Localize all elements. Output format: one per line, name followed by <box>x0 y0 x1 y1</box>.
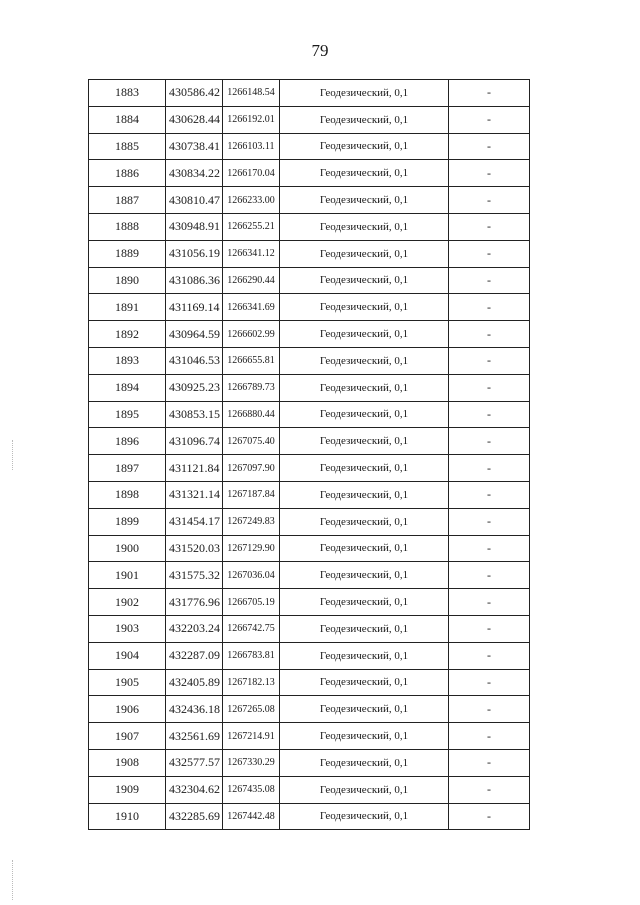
x-coordinate-cell: 430853.15 <box>166 401 223 428</box>
note-cell: - <box>449 160 530 187</box>
table-row <box>89 508 530 535</box>
x-coordinate-cell: 430738.41 <box>166 133 223 160</box>
method-accuracy-cell: Геодезический, 0,1 <box>280 213 449 240</box>
table-row <box>89 347 530 374</box>
table-row <box>89 749 530 776</box>
y-coordinate-cell: 1267442.48 <box>223 803 280 830</box>
method-accuracy-cell: Геодезический, 0,1 <box>280 615 449 642</box>
x-coordinate-cell: 431321.14 <box>166 481 223 508</box>
x-coordinate-cell: 431454.17 <box>166 508 223 535</box>
y-coordinate-cell: 1266789.73 <box>223 374 280 401</box>
x-coordinate-cell: 431086.36 <box>166 267 223 294</box>
method-accuracy-cell: Геодезический, 0,1 <box>280 106 449 133</box>
x-coordinate-cell: 431056.19 <box>166 240 223 267</box>
point-number-cell: 1888 <box>89 213 166 240</box>
y-coordinate-cell: 1267129.90 <box>223 535 280 562</box>
point-number-cell: 1898 <box>89 481 166 508</box>
coordinates-table-body <box>89 80 530 830</box>
y-coordinate-cell: 1266341.12 <box>223 240 280 267</box>
x-coordinate-cell: 430834.22 <box>166 160 223 187</box>
point-number-cell: 1886 <box>89 160 166 187</box>
point-number-cell: 1894 <box>89 374 166 401</box>
scan-edge-dots <box>12 860 15 900</box>
y-coordinate-cell: 1267330.29 <box>223 749 280 776</box>
point-number-cell: 1885 <box>89 133 166 160</box>
point-number-cell: 1900 <box>89 535 166 562</box>
x-coordinate-cell: 431096.74 <box>166 428 223 455</box>
method-accuracy-cell: Геодезический, 0,1 <box>280 589 449 616</box>
table-row <box>89 160 530 187</box>
y-coordinate-cell: 1266148.54 <box>223 80 280 107</box>
point-number-cell: 1895 <box>89 401 166 428</box>
x-coordinate-cell: 432285.69 <box>166 803 223 830</box>
point-number-cell: 1887 <box>89 187 166 214</box>
x-coordinate-cell: 432436.18 <box>166 696 223 723</box>
method-accuracy-cell: Геодезический, 0,1 <box>280 240 449 267</box>
point-number-cell: 1892 <box>89 321 166 348</box>
note-cell: - <box>449 347 530 374</box>
method-accuracy-cell: Геодезический, 0,1 <box>280 562 449 589</box>
table-row <box>89 562 530 589</box>
note-cell: - <box>449 267 530 294</box>
x-coordinate-cell: 431776.96 <box>166 589 223 616</box>
note-cell: - <box>449 187 530 214</box>
point-number-cell: 1893 <box>89 347 166 374</box>
table-row <box>89 481 530 508</box>
table-row <box>89 374 530 401</box>
x-coordinate-cell: 430948.91 <box>166 213 223 240</box>
note-cell: - <box>449 294 530 321</box>
y-coordinate-cell: 1266880.44 <box>223 401 280 428</box>
method-accuracy-cell: Геодезический, 0,1 <box>280 455 449 482</box>
note-cell: - <box>449 803 530 830</box>
method-accuracy-cell: Геодезический, 0,1 <box>280 803 449 830</box>
point-number-cell: 1907 <box>89 723 166 750</box>
note-cell: - <box>449 80 530 107</box>
method-accuracy-cell: Геодезический, 0,1 <box>280 80 449 107</box>
method-accuracy-cell: Геодезический, 0,1 <box>280 267 449 294</box>
y-coordinate-cell: 1266705.19 <box>223 589 280 616</box>
x-coordinate-cell: 432561.69 <box>166 723 223 750</box>
table-row <box>89 589 530 616</box>
note-cell: - <box>449 374 530 401</box>
x-coordinate-cell: 431575.32 <box>166 562 223 589</box>
coordinates-table <box>88 79 530 830</box>
y-coordinate-cell: 1267435.08 <box>223 776 280 803</box>
note-cell: - <box>449 535 530 562</box>
x-coordinate-cell: 432577.57 <box>166 749 223 776</box>
x-coordinate-cell: 432405.89 <box>166 669 223 696</box>
x-coordinate-cell: 430810.47 <box>166 187 223 214</box>
note-cell: - <box>449 401 530 428</box>
method-accuracy-cell: Геодезический, 0,1 <box>280 374 449 401</box>
y-coordinate-cell: 1266255.21 <box>223 213 280 240</box>
point-number-cell: 1883 <box>89 80 166 107</box>
y-coordinate-cell: 1266233.00 <box>223 187 280 214</box>
note-cell: - <box>449 776 530 803</box>
method-accuracy-cell: Геодезический, 0,1 <box>280 321 449 348</box>
method-accuracy-cell: Геодезический, 0,1 <box>280 428 449 455</box>
note-cell: - <box>449 723 530 750</box>
table-row <box>89 535 530 562</box>
note-cell: - <box>449 213 530 240</box>
point-number-cell: 1908 <box>89 749 166 776</box>
table-row <box>89 267 530 294</box>
method-accuracy-cell: Геодезический, 0,1 <box>280 401 449 428</box>
method-accuracy-cell: Геодезический, 0,1 <box>280 723 449 750</box>
x-coordinate-cell: 431520.03 <box>166 535 223 562</box>
note-cell: - <box>449 240 530 267</box>
x-coordinate-cell: 432304.62 <box>166 776 223 803</box>
table-row <box>89 428 530 455</box>
note-cell: - <box>449 696 530 723</box>
table-row <box>89 187 530 214</box>
point-number-cell: 1884 <box>89 106 166 133</box>
x-coordinate-cell: 432287.09 <box>166 642 223 669</box>
point-number-cell: 1896 <box>89 428 166 455</box>
point-number-cell: 1904 <box>89 642 166 669</box>
y-coordinate-cell: 1267182.13 <box>223 669 280 696</box>
note-cell: - <box>449 562 530 589</box>
point-number-cell: 1905 <box>89 669 166 696</box>
y-coordinate-cell: 1267075.40 <box>223 428 280 455</box>
scan-edge-dots <box>12 440 15 470</box>
y-coordinate-cell: 1266290.44 <box>223 267 280 294</box>
table-row <box>89 240 530 267</box>
method-accuracy-cell: Геодезический, 0,1 <box>280 508 449 535</box>
table-row <box>89 642 530 669</box>
y-coordinate-cell: 1267214.91 <box>223 723 280 750</box>
note-cell: - <box>449 106 530 133</box>
note-cell: - <box>449 428 530 455</box>
point-number-cell: 1897 <box>89 455 166 482</box>
x-coordinate-cell: 431121.84 <box>166 455 223 482</box>
note-cell: - <box>449 589 530 616</box>
x-coordinate-cell: 431169.14 <box>166 294 223 321</box>
y-coordinate-cell: 1267265.08 <box>223 696 280 723</box>
y-coordinate-cell: 1266192.01 <box>223 106 280 133</box>
page-number: 79 <box>311 41 329 60</box>
method-accuracy-cell: Геодезический, 0,1 <box>280 696 449 723</box>
method-accuracy-cell: Геодезический, 0,1 <box>280 347 449 374</box>
note-cell: - <box>449 133 530 160</box>
x-coordinate-cell: 430628.44 <box>166 106 223 133</box>
x-coordinate-cell: 430586.42 <box>166 80 223 107</box>
method-accuracy-cell: Геодезический, 0,1 <box>280 776 449 803</box>
y-coordinate-cell: 1266170.04 <box>223 160 280 187</box>
y-coordinate-cell: 1266783.81 <box>223 642 280 669</box>
table-row <box>89 321 530 348</box>
table-row <box>89 696 530 723</box>
method-accuracy-cell: Геодезический, 0,1 <box>280 749 449 776</box>
y-coordinate-cell: 1267187.84 <box>223 481 280 508</box>
x-coordinate-cell: 432203.24 <box>166 615 223 642</box>
note-cell: - <box>449 749 530 776</box>
table-row <box>89 615 530 642</box>
note-cell: - <box>449 321 530 348</box>
table-row <box>89 723 530 750</box>
point-number-cell: 1890 <box>89 267 166 294</box>
table-row <box>89 106 530 133</box>
x-coordinate-cell: 430925.23 <box>166 374 223 401</box>
y-coordinate-cell: 1266742.75 <box>223 615 280 642</box>
method-accuracy-cell: Геодезический, 0,1 <box>280 642 449 669</box>
method-accuracy-cell: Геодезический, 0,1 <box>280 133 449 160</box>
y-coordinate-cell: 1267097.90 <box>223 455 280 482</box>
x-coordinate-cell: 430964.59 <box>166 321 223 348</box>
method-accuracy-cell: Геодезический, 0,1 <box>280 294 449 321</box>
y-coordinate-cell: 1266602.99 <box>223 321 280 348</box>
method-accuracy-cell: Геодезический, 0,1 <box>280 669 449 696</box>
table-row <box>89 776 530 803</box>
table-row <box>89 803 530 830</box>
table-row <box>89 455 530 482</box>
note-cell: - <box>449 669 530 696</box>
method-accuracy-cell: Геодезический, 0,1 <box>280 481 449 508</box>
table-row <box>89 80 530 107</box>
point-number-cell: 1899 <box>89 508 166 535</box>
point-number-cell: 1891 <box>89 294 166 321</box>
method-accuracy-cell: Геодезический, 0,1 <box>280 160 449 187</box>
method-accuracy-cell: Геодезический, 0,1 <box>280 535 449 562</box>
table-row <box>89 213 530 240</box>
table-row <box>89 133 530 160</box>
y-coordinate-cell: 1266341.69 <box>223 294 280 321</box>
table-row <box>89 401 530 428</box>
table-row <box>89 294 530 321</box>
note-cell: - <box>449 481 530 508</box>
point-number-cell: 1903 <box>89 615 166 642</box>
point-number-cell: 1901 <box>89 562 166 589</box>
point-number-cell: 1889 <box>89 240 166 267</box>
note-cell: - <box>449 455 530 482</box>
note-cell: - <box>449 615 530 642</box>
x-coordinate-cell: 431046.53 <box>166 347 223 374</box>
point-number-cell: 1909 <box>89 776 166 803</box>
point-number-cell: 1910 <box>89 803 166 830</box>
point-number-cell: 1906 <box>89 696 166 723</box>
y-coordinate-cell: 1267036.04 <box>223 562 280 589</box>
y-coordinate-cell: 1266103.11 <box>223 133 280 160</box>
y-coordinate-cell: 1267249.83 <box>223 508 280 535</box>
method-accuracy-cell: Геодезический, 0,1 <box>280 187 449 214</box>
note-cell: - <box>449 508 530 535</box>
table-row <box>89 669 530 696</box>
y-coordinate-cell: 1266655.81 <box>223 347 280 374</box>
point-number-cell: 1902 <box>89 589 166 616</box>
note-cell: - <box>449 642 530 669</box>
